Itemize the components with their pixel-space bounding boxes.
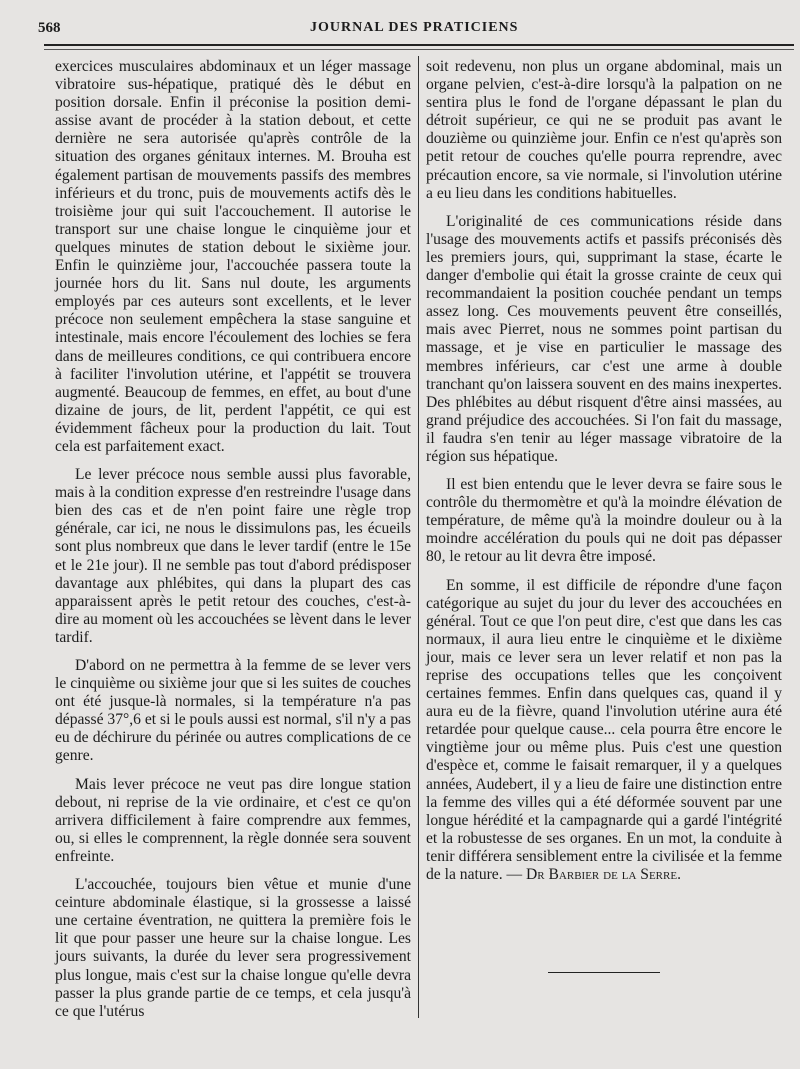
left-column	[55, 58, 411, 1031]
journal-title: JOURNAL DES PRATICIENS	[310, 20, 519, 35]
left-paragraph-1: exercices musculaires abdominaux et un léger massage vibratoire sus-hépatique, pratiqué dès le début en position dorsale. Enfin il préconise la position demi-assise avant de procéder à la station debout, et cette dernière ne sera autorisée qu'après contrôle de la situation des organes génitaux internes. M. Brouha est également partisan de mouvements passifs des membres inférieurs et du tronc, puis de mouvements actifs dès le troisième jour qui suit l'accouchement. Il autorise le transport sur une chaise longue le cinquième jour et quelques minutes de station debout le sixième jour. Enfin le quinzième jour, l'accouchée passera toute la journée hors du lit. Sans nul doute, les arguments employés par ces auteurs sont excellents, et le lever précoce non seulement empêchera la stase sanguine et intestinale, mais encore l'écoulement des lochies se fera dans de meilleures conditions, ce qui contribuera encore à faciliter l'involution utérine, et l'appétit se trouvera augmenté. Beaucoup de femmes, en effet, au bout d'une dizaine de jours, de lit, perdent l'appétit, ce qui est évidemment fâcheux pour la production du lait. Tout cela est parfaitement exact.	[55, 58, 411, 455]
column-divider	[418, 56, 419, 1018]
right-paragraph-4-text: En somme, il est difficile de répondre d'une façon catégorique au sujet du jour du lever des accouchées en général. Tout ce que l'on peut dire, c'est que dans les cas normaux, il aura lieu entre le cinquième et le dixième jour, mais ce lever sera un lever relatif et non pas la reprise des occupations telles que les conçoivent certaines femmes. Enfin dans quelques cas, quand il y aura eu de la fièvre, quand l'involution utérine aura été retardée pour quelque cause... cela pourra être encore le vingtième jour ou même plus. Puis c'est une question d'espèce et, comme le faisait remarquer, il y a quelques années, Audebert, il y a lieu de faire une distinction entre la femme des villes qui a été déformée souvent par une longue hérédité et la campagnarde qui a gardé l'intégrité et la robustesse de ses organes. En un mot, la conduite à tenir différera sensiblement entre la civilisée et la femme de la nature. —	[426, 576, 782, 884]
right-paragraph-2: L'originalité de ces communications réside dans l'usage des mouvements actifs et passifs préconisés dès les premiers jours, qui, supprimant la stase, écarte le danger d'embolie qui était la grosse crainte de ceux qui recommandaient la position couchée pendant un temps assez long. Ces mouvements peuvent être conseillés, mais avec Pierret, nous ne sommes point partisan du massage, et je vise en particulier le massage des membres inférieurs, car c'est une arme à double tranchant qu'on laissera souvent en des mains inexpertes. Des phlébites au début risquent d'être ainsi massées, au grand préjudice des accouchées. Si l'on fait du massage, il faudra s'en tenir au léger massage vibratoire de la région sus hépatique.	[426, 212, 782, 465]
page-number: 568	[38, 20, 61, 36]
header-rule	[44, 44, 794, 50]
left-paragraph-4: Mais lever précoce ne veut pas dire longue station debout, ni reprise de la vie ordinaire, et c'est ce qu'on arrivera difficilement à faire comprendre aux femmes, ou, si elles le comprennent, la règle donnée sera souvent enfreinte.	[55, 775, 411, 865]
right-paragraph-1: soit redevenu, non plus un organe abdominal, mais un organe pelvien, c'est-à-dire lorsqu'à la palpation on ne sentira plus le fond de l'organe dépassant le plan du détroit supérieur, ce qui ne se produit pas avant le douzième ou quinzième jour. Enfin ce n'est qu'après son petit retour de couches qu'elle pourra reprendre, avec précaution encore, sa vie normale, si l'involution utérine a eu lieu dans les conditions habituelles.	[426, 58, 782, 202]
left-paragraph-5: L'accouchée, toujours bien vêtue et munie d'une ceinture abdominale élastique, si la grossesse a laissé une certaine éventration, ne quittera la première fois le lit que pour passer une heure sur la chaise longue. Les jours suivants, la durée du lever sera progressivement plus longue, mais c'est sur la chaise longue qu'elle devra passer la plus grande partie de ce temps, et cela jusqu'à ce que l'utérus	[55, 876, 411, 1020]
author-signature: Dr Barbier de la Serre.	[526, 866, 681, 884]
end-rule	[548, 972, 660, 973]
left-paragraph-2: Le lever précoce nous semble aussi plus favorable, mais à la condition expresse d'en restreindre l'usage dans bien des cas et de n'en point faire une règle trop générale, car ici, ne nous le dissimulons pas, les écueils sont plus nombreux que dans le lever tardif (entre le 15e et le 21e jour). Il ne semble pas tout d'abord prédisposer davantage aux phlébites, qui dans la plupart des cas apparaissent après le petit retour des couches, c'est-à-dire au moment où les accouchées se lèvent dans le lever tardif.	[55, 466, 411, 646]
right-column	[426, 58, 782, 894]
right-paragraph-3: Il est bien entendu que le lever devra se faire sous le contrôle du thermomètre et qu'à la moindre élévation de température, de même qu'à la moindre douleur ou à la moindre accélération du pouls qui ne doit pas dépasser 80, le retour au lit devra être imposé.	[426, 476, 782, 566]
left-paragraph-3: D'abord on ne permettra à la femme de se lever vers le cinquième ou sixième jour que si les suites de couches ont été jusque-là normales, si la température n'a pas dépassé 37°,6 et si le pouls aussi est normal, s'il n'y a pas eu de déchirure du périnée ou autres complications de ce genre.	[55, 657, 411, 765]
right-paragraph-4	[426, 577, 782, 885]
